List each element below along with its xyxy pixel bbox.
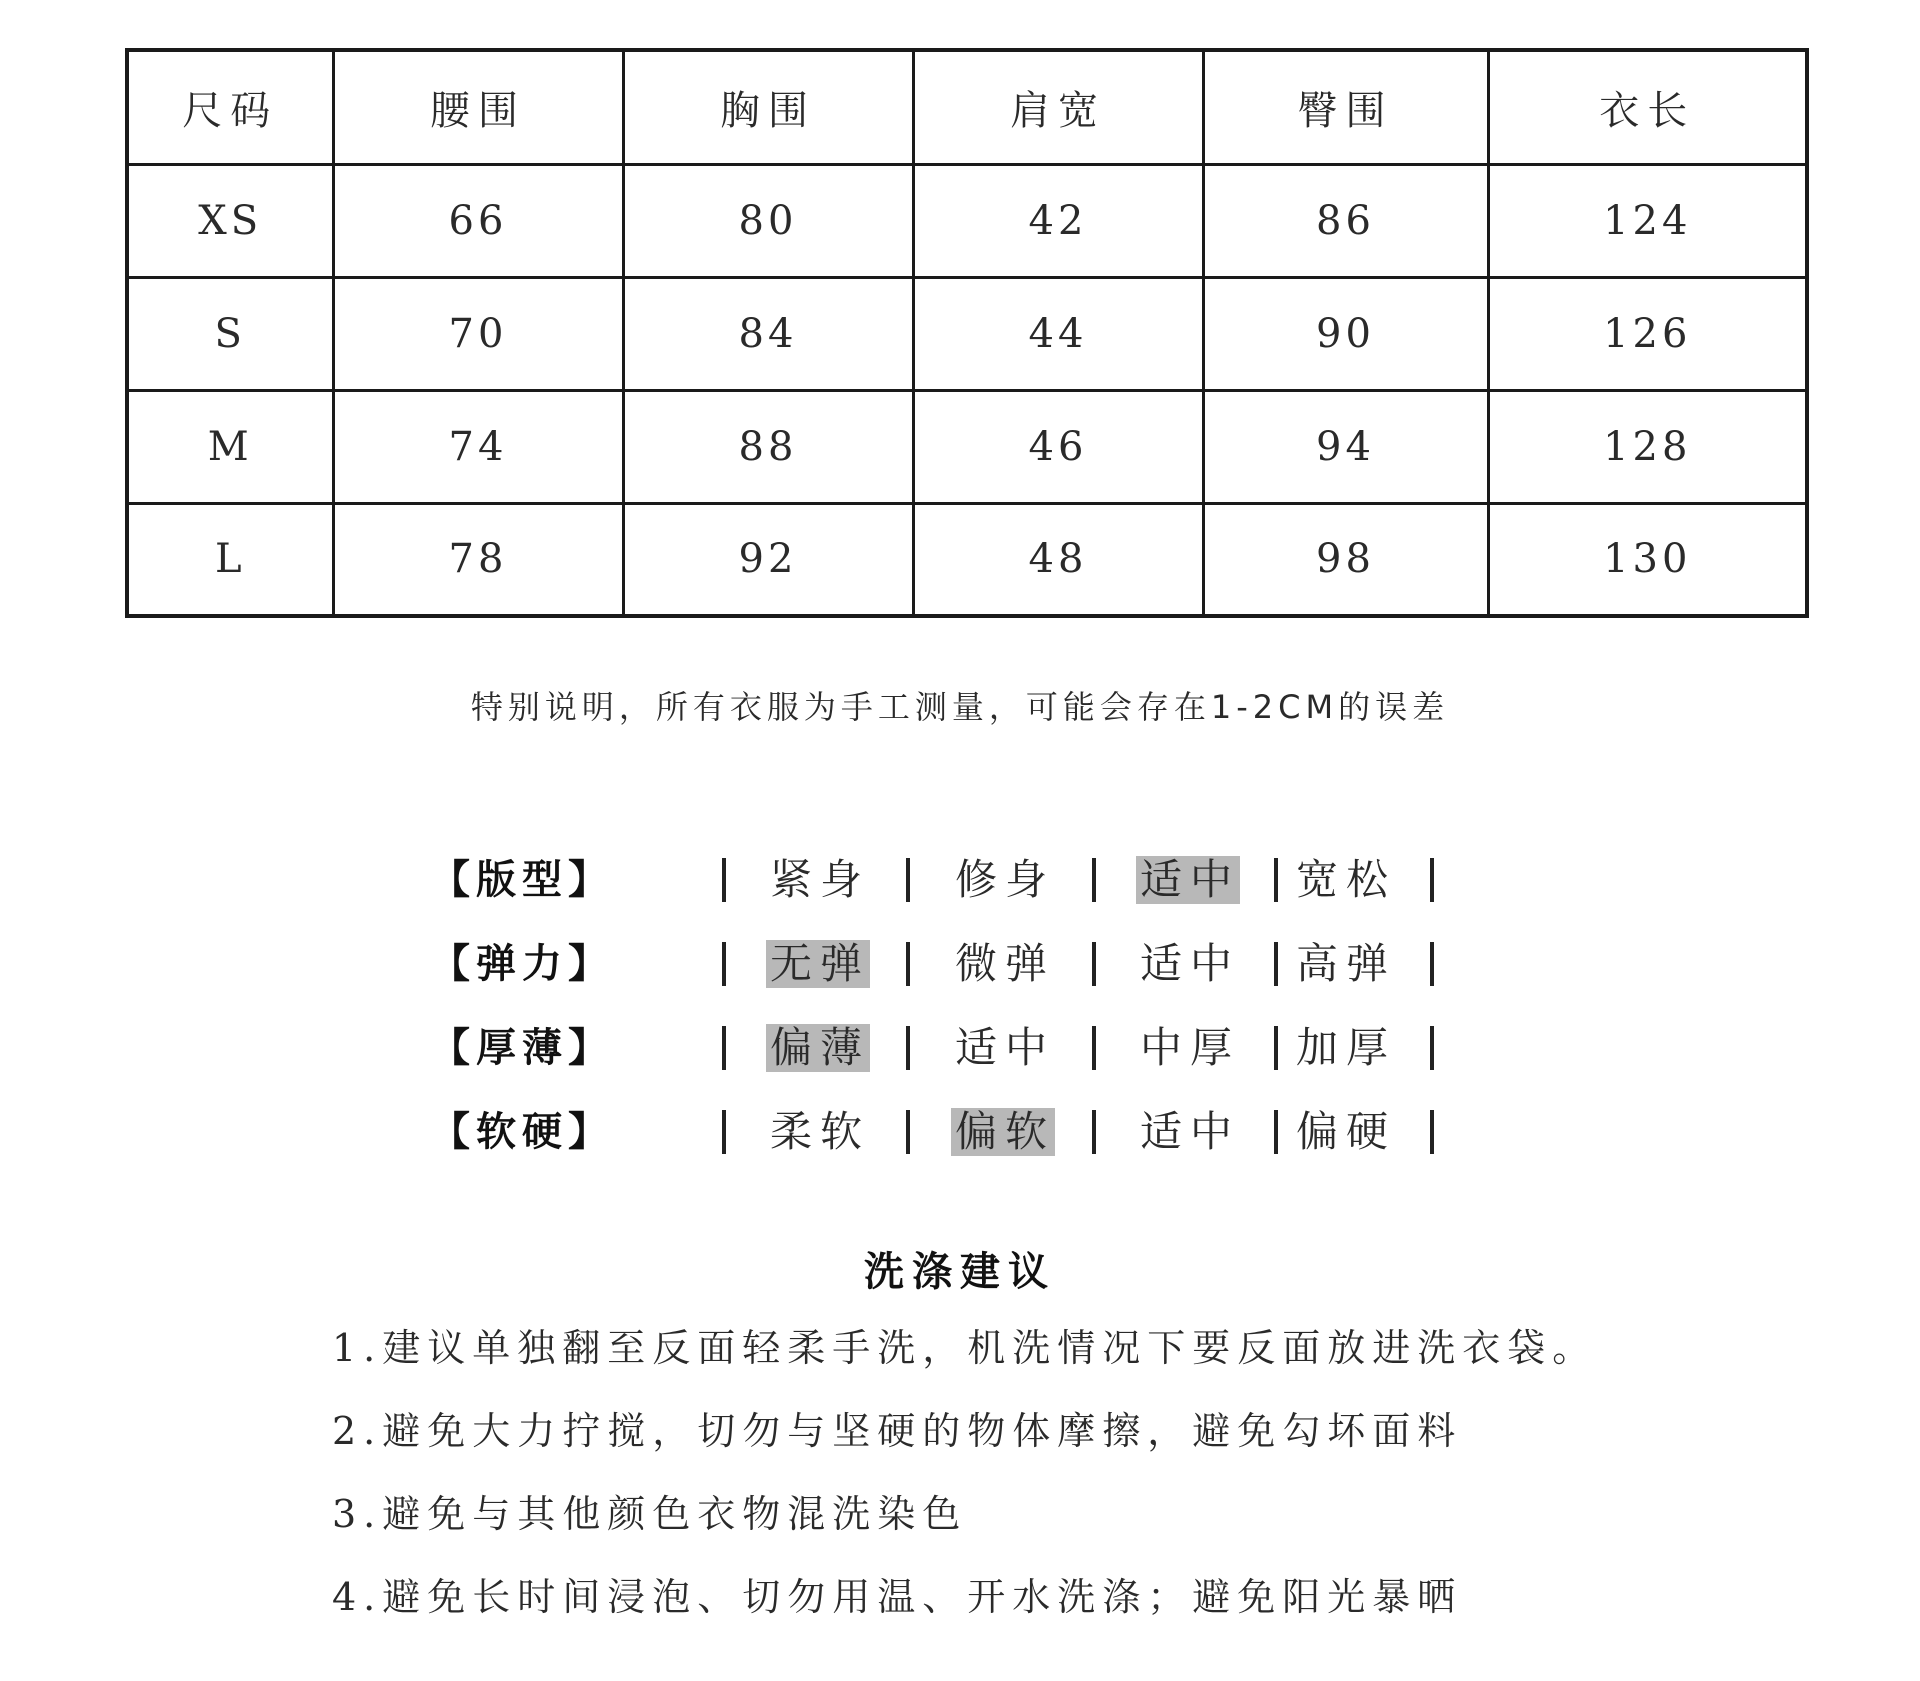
divider — [1274, 1110, 1278, 1154]
attr-option: 紧身 — [770, 855, 871, 904]
bust-cell: 92 — [623, 503, 913, 616]
size-table-header-row — [127, 50, 1807, 164]
size-cell: XS — [127, 164, 333, 277]
attr-row-thickness — [0, 1020, 1920, 1076]
wash-list — [332, 1318, 1597, 1650]
divider — [1092, 1026, 1096, 1070]
divider — [906, 858, 910, 902]
attr-row-softness — [0, 1104, 1920, 1160]
attr-option: 宽松 — [1296, 855, 1397, 904]
divider — [1092, 858, 1096, 902]
attr-row-elasticity — [0, 936, 1920, 992]
attr-option: 加厚 — [1296, 1023, 1397, 1072]
attr-label: 【版型】 — [430, 856, 614, 903]
table-row — [127, 277, 1807, 390]
attr-option: 柔软 — [770, 1107, 871, 1156]
divider — [1430, 1110, 1434, 1154]
attr-row-fit — [0, 852, 1920, 908]
divider — [1274, 1026, 1278, 1070]
list-item: 4.避免长时间浸泡、切勿用温、开水洗涤；避免阳光暴晒 — [332, 1575, 1463, 1619]
divider — [722, 942, 726, 986]
divider — [906, 1110, 910, 1154]
divider — [1430, 1026, 1434, 1070]
attr-option: 微弹 — [955, 939, 1056, 988]
attr-option: 适中 — [1140, 939, 1241, 988]
divider — [1274, 858, 1278, 902]
bust-cell: 84 — [623, 277, 913, 390]
attr-option: 修身 — [955, 855, 1056, 904]
divider — [1092, 1110, 1096, 1154]
length-cell: 128 — [1488, 390, 1807, 503]
shoulder-cell: 44 — [913, 277, 1203, 390]
wash-title: 洗涤建议 — [864, 1248, 1056, 1295]
attr-option: 适中 — [1140, 1107, 1241, 1156]
divider — [722, 858, 726, 902]
hip-cell: 98 — [1203, 503, 1488, 616]
attr-option: 高弹 — [1296, 939, 1397, 988]
size-table — [125, 48, 1809, 618]
attr-option: 偏硬 — [1296, 1107, 1397, 1156]
header-waist: 腰围 — [333, 50, 623, 164]
shoulder-cell: 48 — [913, 503, 1203, 616]
length-cell: 124 — [1488, 164, 1807, 277]
divider — [1274, 942, 1278, 986]
attr-option-selected: 偏软 — [951, 1108, 1055, 1156]
size-cell: S — [127, 277, 333, 390]
shoulder-cell: 42 — [913, 164, 1203, 277]
list-item: 1.建议单独翻至反面轻柔手洗，机洗情况下要反面放进洗衣袋。 — [332, 1326, 1598, 1370]
size-cell: M — [127, 390, 333, 503]
waist-cell: 78 — [333, 503, 623, 616]
attr-option-selected: 无弹 — [766, 940, 870, 988]
bust-cell: 88 — [623, 390, 913, 503]
hip-cell: 86 — [1203, 164, 1488, 277]
header-hip: 臀围 — [1203, 50, 1488, 164]
header-shoulder: 肩宽 — [913, 50, 1203, 164]
divider — [722, 1026, 726, 1070]
hip-cell: 90 — [1203, 277, 1488, 390]
hip-cell: 94 — [1203, 390, 1488, 503]
length-cell: 126 — [1488, 277, 1807, 390]
measurement-note: 特别说明，所有衣服为手工测量，可能会存在1-2CM的误差 — [470, 688, 1450, 726]
table-row — [127, 390, 1807, 503]
divider — [906, 1026, 910, 1070]
header-length: 衣长 — [1488, 50, 1807, 164]
attr-label: 【软硬】 — [430, 1108, 614, 1155]
length-cell: 130 — [1488, 503, 1807, 616]
attr-option-selected: 偏薄 — [766, 1024, 870, 1072]
divider — [722, 1110, 726, 1154]
divider — [1092, 942, 1096, 986]
list-item: 2.避免大力拧搅，切勿与坚硬的物体摩擦，避免勾坏面料 — [332, 1409, 1463, 1453]
divider — [1430, 942, 1434, 986]
table-row — [127, 164, 1807, 277]
divider — [1430, 858, 1434, 902]
attr-option: 适中 — [955, 1023, 1056, 1072]
attr-option-selected: 适中 — [1136, 856, 1240, 904]
table-row — [127, 503, 1807, 616]
attr-label: 【弹力】 — [430, 940, 614, 987]
header-bust: 胸围 — [623, 50, 913, 164]
list-item: 3.避免与其他颜色衣物混洗染色 — [332, 1492, 968, 1536]
bust-cell: 80 — [623, 164, 913, 277]
attr-label: 【厚薄】 — [430, 1024, 614, 1071]
divider — [906, 942, 910, 986]
header-size: 尺码 — [127, 50, 333, 164]
shoulder-cell: 46 — [913, 390, 1203, 503]
waist-cell: 66 — [333, 164, 623, 277]
waist-cell: 74 — [333, 390, 623, 503]
size-cell: L — [127, 503, 333, 616]
attr-option: 中厚 — [1140, 1023, 1241, 1072]
waist-cell: 70 — [333, 277, 623, 390]
